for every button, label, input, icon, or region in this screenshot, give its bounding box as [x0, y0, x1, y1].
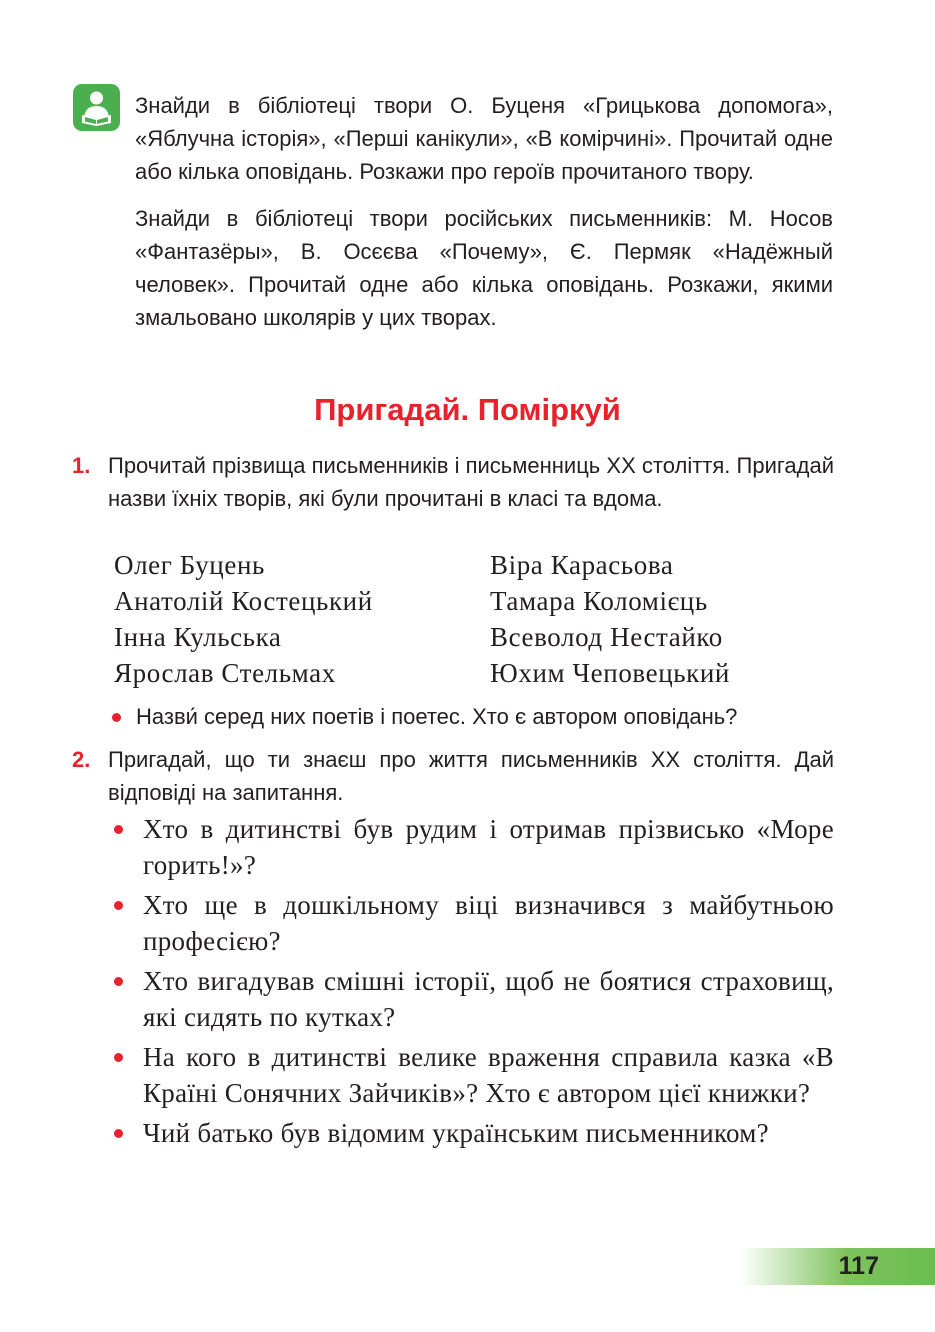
question-text: Чий батько був відомим українським письменником?	[143, 1118, 769, 1148]
task-1-number: 1.	[72, 453, 91, 478]
names-row	[114, 547, 814, 583]
writer-name: Всеволод Нестайко	[490, 621, 723, 652]
question-item	[112, 1115, 834, 1151]
writer-name: Інна Кульська	[114, 621, 282, 652]
question-text: Хто ще в дошкільному віці визначився з майбутньою професією?	[143, 890, 834, 956]
page-number-tab	[740, 1248, 935, 1285]
page-number: 117	[838, 1252, 879, 1280]
bullet-dot-icon	[112, 713, 121, 722]
bullet-dot-icon	[114, 1129, 123, 1138]
section-title: Пригадай. Поміркуй	[314, 392, 621, 427]
question-item	[112, 1039, 834, 1111]
question-text: Хто в дитинстві був рудим і отримав прізвисько «Море горить!»?	[143, 814, 834, 880]
task-2-text: Пригадай, що ти знаєш про життя письменників XX століття. Дай відповіді на запитання.	[108, 747, 834, 805]
task-2	[72, 743, 834, 809]
task-1-bullet	[110, 700, 835, 733]
library-reading-icon	[73, 84, 120, 131]
bullet-dot-icon	[114, 1053, 123, 1062]
writer-name: Тамара Коломієць	[490, 585, 708, 616]
intro-text-block	[135, 89, 833, 334]
task-1	[72, 449, 834, 515]
bullet-dot-icon	[114, 901, 123, 910]
writers-names-list	[114, 547, 814, 691]
question-text: Хто вигадував смішні історії, щоб не боятися страховищ, які сидять по кутках?	[143, 966, 834, 1032]
names-row	[114, 583, 814, 619]
task-2-questions	[112, 811, 834, 1155]
question-text: На кого в дитинстві велике враження справила казка «В Країні Сонячних Зайчиків»? Хто є автором цієї книжки?	[143, 1042, 834, 1108]
task-2-number: 2.	[72, 747, 91, 772]
writer-name: Олег Буцень	[114, 549, 265, 580]
question-item	[112, 811, 834, 883]
names-row	[114, 619, 814, 655]
question-item	[112, 887, 834, 959]
intro-paragraph-2: Знайди в бібліотеці твори російських письменників: М. Носов «Фантазёры», В. Осєєва «Почему», Є. Пермяк «Надёжный человек». Прочитай одне або кілька оповідань. Розкажи, якими змальовано школярів у цих творах.	[135, 206, 833, 330]
intro-paragraph-1: Знайди в бібліотеці твори О. Буценя «Грицькова допомога», «Яблучна історія», «Перші канікули», «В комірчині». Прочитай одне або кілька оповідань. Розкажи про героїв прочитаного твору.	[135, 93, 833, 184]
writer-name: Юхим Чеповецький	[490, 657, 730, 688]
question-item	[112, 963, 834, 1035]
bullet-dot-icon	[114, 977, 123, 986]
writer-name: Ярослав Стельмах	[114, 657, 336, 688]
task-1-bullet-text: Назви́ серед них поетів і поетес. Хто є автором оповідань?	[136, 704, 738, 729]
writer-name: Анатолій Костецький	[114, 585, 373, 616]
task-1-text: Прочитай прізвища письменників і письменниць XX століття. Пригадай назви їхніх творів, які були прочитані в класі та вдома.	[108, 453, 834, 511]
bullet-dot-icon	[114, 825, 123, 834]
writer-name: Віра Карасьова	[490, 549, 674, 580]
names-row	[114, 655, 814, 691]
